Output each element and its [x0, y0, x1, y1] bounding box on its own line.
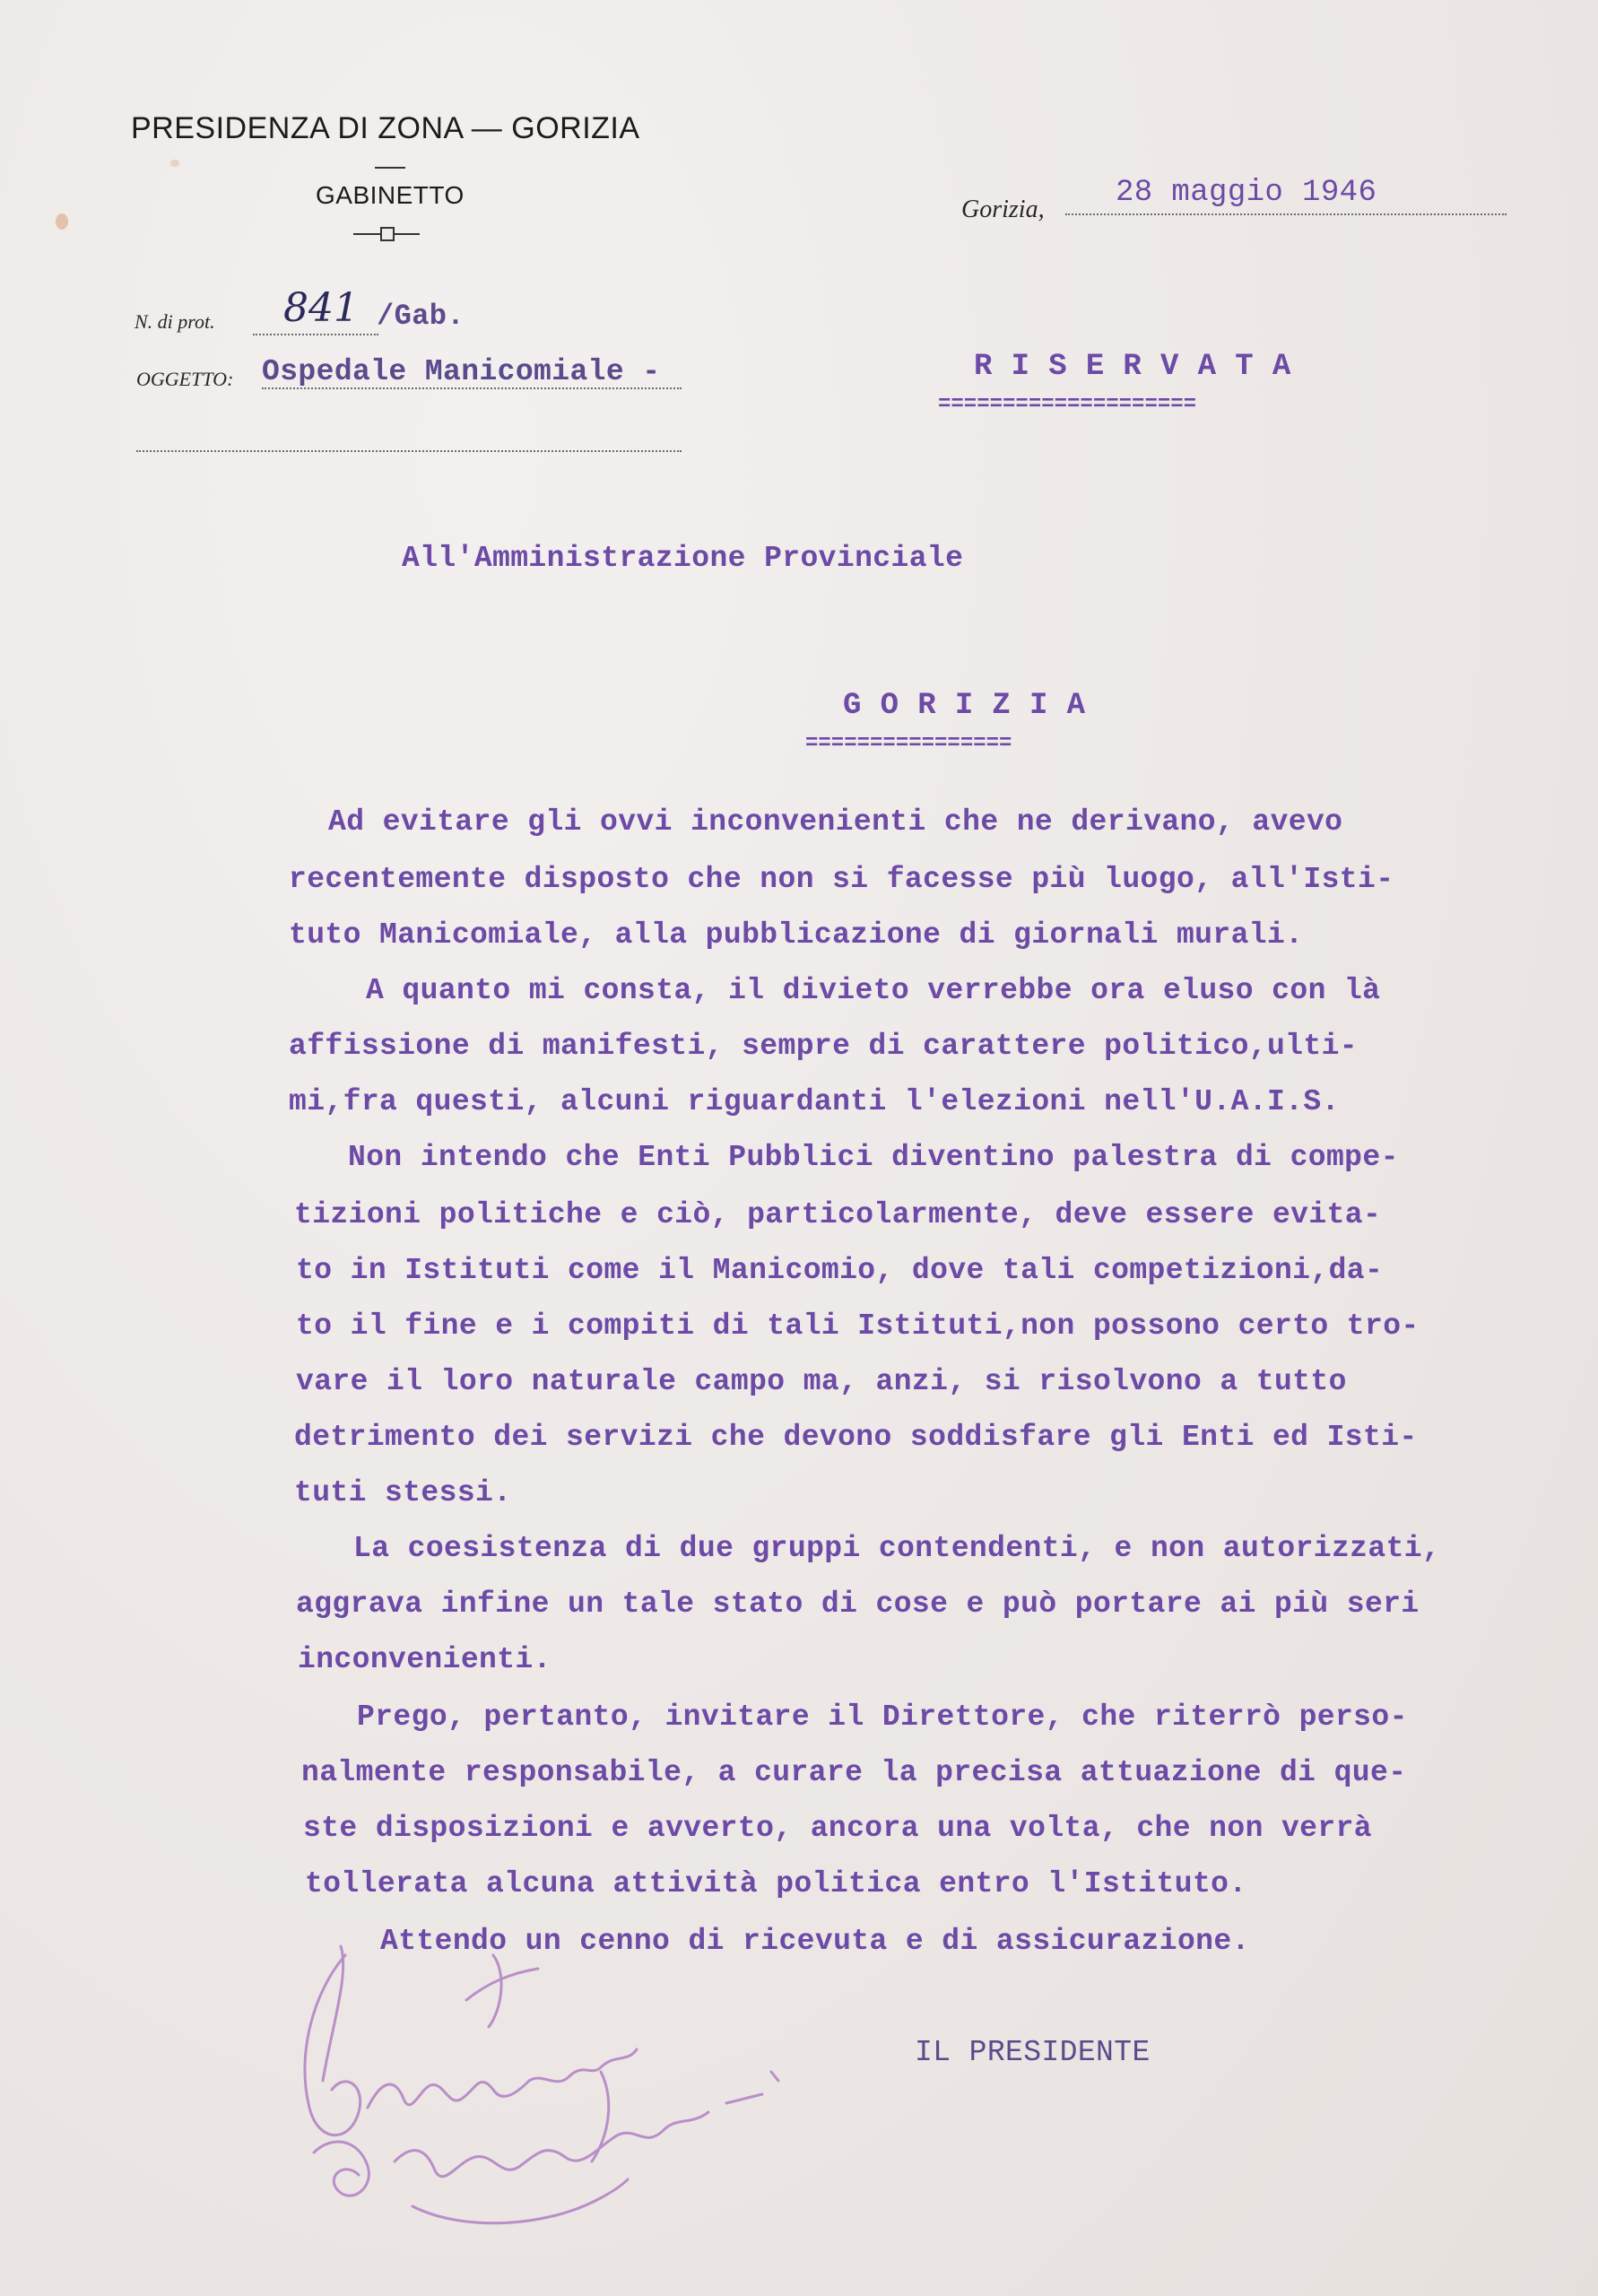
- protocol-dotted-line: [253, 334, 378, 335]
- recipient-city-underline: ================: [805, 732, 1012, 756]
- body-line: to il fine e i compiti di tali Istituti,non possono certo tro-: [296, 1309, 1420, 1343]
- body-line: Ad evitare gli ovvi inconvenienti che ne derivano, avevo: [328, 805, 1343, 839]
- body-line: tizioni politiche e ciò, particolarmente, deve essere evita-: [294, 1198, 1382, 1231]
- body-line: tuti stessi.: [294, 1476, 512, 1509]
- subject-dotted-line-2: [136, 450, 682, 452]
- body-line: Prego, pertanto, invitare il Direttore, che riterrò perso-: [357, 1700, 1408, 1734]
- classification-underline: ====================: [938, 393, 1197, 417]
- date-value: 28 maggio 1946: [1116, 176, 1377, 210]
- subject-label: OGGETTO:: [136, 368, 234, 390]
- body-line: tuto Manicomiale, alla pubblicazione di giornali murali.: [289, 918, 1304, 952]
- body-line: La coesistenza di due gruppi contendenti, e non autorizzati,: [353, 1532, 1441, 1565]
- body-line: inconvenienti.: [298, 1643, 551, 1676]
- body-line: tollerata alcuna attività politica entro l'Istituto.: [305, 1867, 1247, 1900]
- subject-value: Ospedale Manicomiale -: [262, 355, 661, 388]
- letterhead-ornament: [353, 226, 420, 240]
- body-line: Non intendo che Enti Pubblici diventino palestra di compe-: [348, 1141, 1399, 1174]
- body-line: ste disposizioni e avverto, ancora una volta, che non verrà: [303, 1812, 1372, 1845]
- signature-title: IL PRESIDENTE: [915, 2036, 1151, 2069]
- paper-stain: [170, 160, 179, 167]
- letterhead-rule: [375, 167, 405, 169]
- protocol-number: 841: [283, 285, 359, 331]
- letterhead-office: PRESIDENZA DI ZONA — GORIZIA: [131, 111, 640, 145]
- body-line: aggrava infine un tale stato di cose e può portare ai più seri: [296, 1587, 1420, 1621]
- body-line: mi,fra questi, alcuni riguardanti l'elezioni nell'U.A.I.S.: [289, 1085, 1340, 1118]
- body-line: affissione di manifesti, sempre di carattere politico,ulti-: [289, 1030, 1358, 1063]
- paper-stain: [56, 213, 68, 230]
- protocol-suffix: /Gab.: [377, 300, 465, 333]
- date-place-label: Gorizia,: [961, 196, 1045, 223]
- protocol-label: N. di prot.: [135, 310, 215, 333]
- body-line: nalmente responsabile, a curare la precisa attuazione di que-: [301, 1756, 1407, 1789]
- recipient-city: G O R I Z I A: [843, 689, 1086, 723]
- body-line: detrimento dei servizi che devono soddisfare gli Enti ed Isti-: [294, 1421, 1418, 1454]
- handwritten-signature: [260, 1919, 834, 2242]
- subject-dotted-line-1: [262, 387, 682, 389]
- body-line: recentemente disposto che non si facesse più luogo, all'Isti-: [289, 863, 1394, 896]
- body-line: Attendo un cenno di ricevuta e di assicurazione.: [380, 1925, 1250, 1958]
- date-dotted-line: [1065, 213, 1507, 215]
- body-line: vare il loro naturale campo ma, anzi, si risolvono a tutto: [296, 1365, 1347, 1398]
- classification-label: R I S E R V A T A: [974, 350, 1291, 384]
- body-line: A quanto mi consta, il divieto verrebbe ora eluso con là: [366, 974, 1381, 1007]
- recipient-line: All'Amministrazione Provinciale: [402, 542, 964, 575]
- body-line: to in Istituti come il Manicomio, dove tali competizioni,da-: [296, 1254, 1384, 1287]
- letterhead-department: GABINETTO: [316, 181, 465, 209]
